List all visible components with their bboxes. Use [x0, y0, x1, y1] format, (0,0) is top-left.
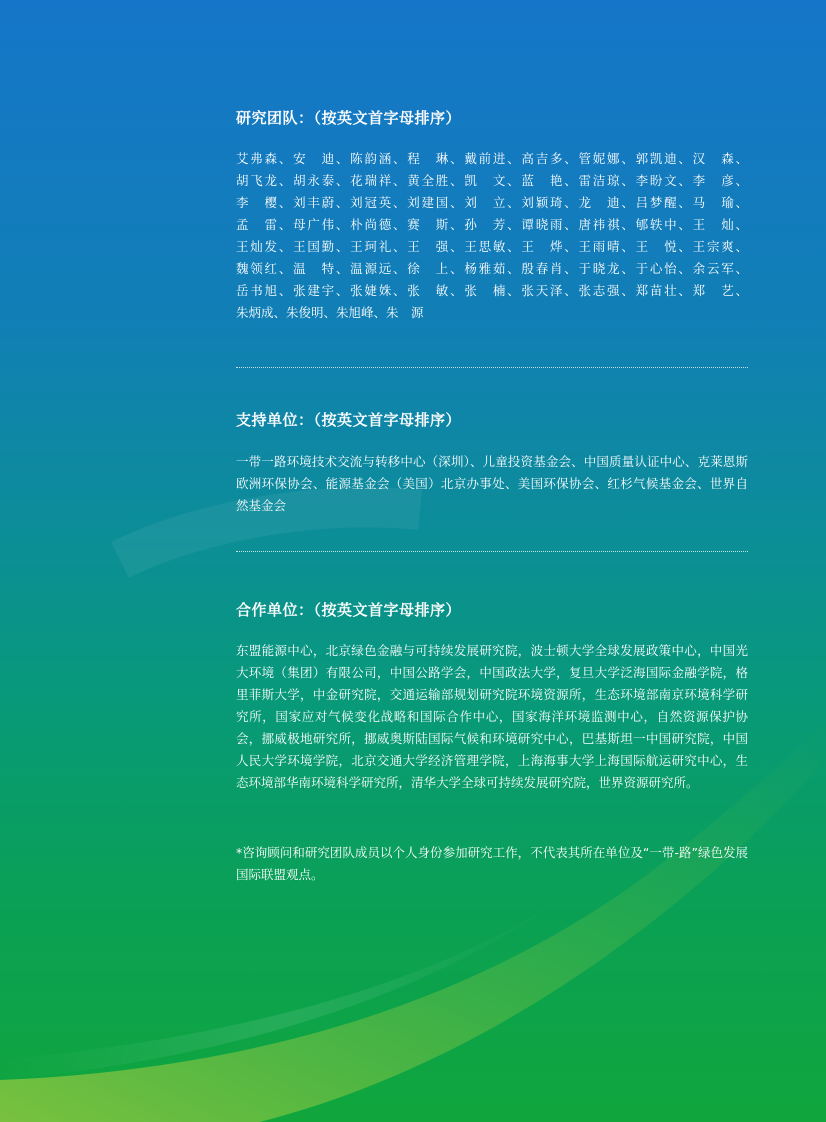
team-line: 王灿发、王国勤、王珂礼、王 强、王思敏、王 烨、王雨晴、王 悦、王宗爽、	[236, 239, 748, 254]
team-line: 朱炳成、朱俊明、朱旭峰、朱 源	[236, 305, 424, 320]
team-line: 魏领红、温 特、温源远、徐 上、杨雅茹、殷春肖、于晓龙、于心怡、余云军、	[236, 261, 748, 276]
research-team-title: 研究团队：（按英文首字母排序）	[236, 109, 462, 127]
section-divider	[236, 551, 748, 552]
section-divider	[236, 367, 748, 368]
team-line: 艾弗森、安 迪、陈韵涵、程 琳、戴前进、高吉多、管妮娜、郭凯迪、汉 森、	[236, 151, 748, 166]
team-line: 孟 雷、母广伟、朴尚德、赛 斯、孙 芳、谭晓雨、唐祎祺、郇轶中、王 灿、	[236, 217, 748, 232]
team-line: 胡飞龙、胡永泰、花瑞祥、黄全胜、凯 文、蓝 艳、雷洁琼、李盼文、李 彦、	[236, 173, 748, 188]
partner-units-title: 合作单位：（按英文首字母排序）	[236, 601, 462, 619]
team-line: 李 樱、刘丰蔚、刘冠英、刘建国、刘 立、刘颖琦、龙 迪、吕梦醒、马 瑜、	[236, 195, 748, 210]
team-line: 岳书旭、张建宇、张婕姝、张 敏、张 楠、张天泽、张志强、郑苗壮、郑 艺、	[236, 283, 748, 298]
support-units-title: 支持单位：（按英文首字母排序）	[236, 411, 462, 429]
research-team-list	[236, 148, 748, 324]
partner-units-text: 东盟能源中心，北京绿色金融与可持续发展研究院，波士顿大学全球发展政策中心，中国光大环境（集团）有限公司，中国公路学会，中国政法大学，复旦大学泛海国际金融学院，格里菲斯大学，中金研究院，交通运输部规划研究院环境资源所，生态环境部南京环境科学研究所，国家应对气候变化战略和国际合作中心，国家海洋环境监测中心，自然资源保护协会，挪威极地研究所，挪威奥斯陆国际气候和环境研究中心，巴基斯坦一中国研究院，中国人民大学环境学院，北京交通大学经济管理学院，上海海事大学上海国际航运研究中心，生态环境部华南环境科学研究所，清华大学全球可持续发展研究院，世界资源研究所。	[236, 643, 748, 790]
footnote: *咨询顾问和研究团队成员以个人身份参加研究工作，不代表其所在单位及“一带-路”绿色发展国际联盟观点。	[236, 845, 748, 882]
support-units-text: 一带一路环境技术交流与转移中心（深圳）、儿童投资基金会、中国质量认证中心、克莱恩斯欧洲环保协会、能源基金会（美国）北京办事处、美国环保协会、红杉气候基金会、世界自然基金会	[236, 454, 748, 513]
